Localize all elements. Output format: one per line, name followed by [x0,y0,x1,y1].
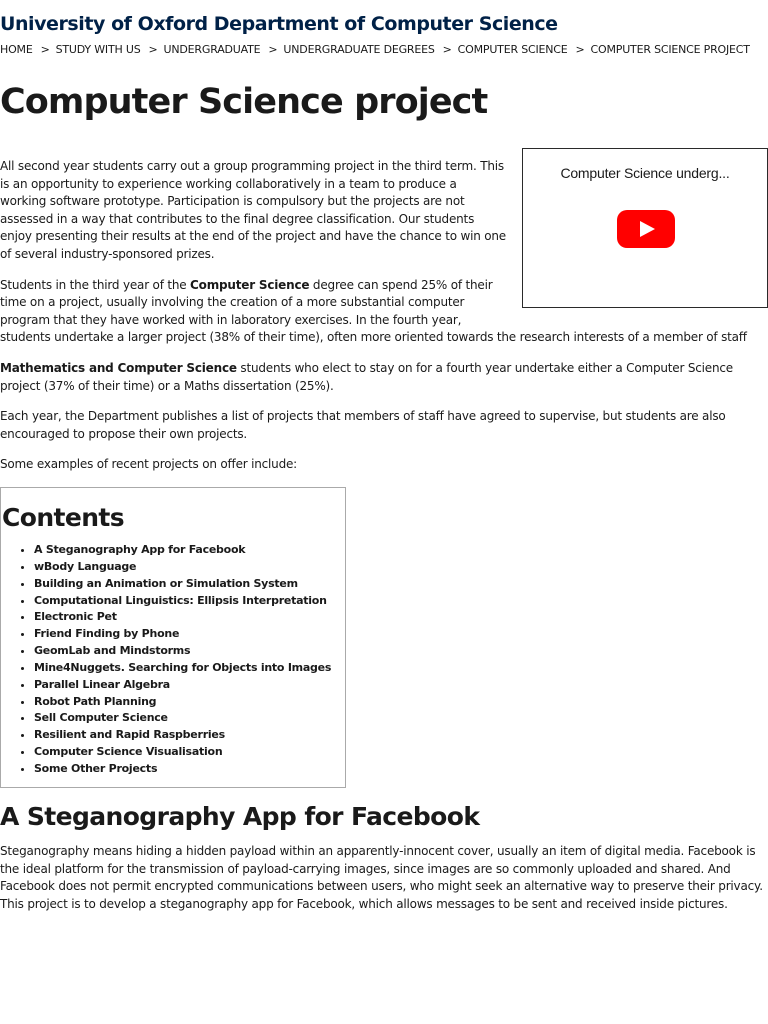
main-content [0,158,768,487]
toc-link[interactable]: Robot Path Planning [34,694,157,708]
toc-item [34,643,331,660]
intro-p3-bold: Mathematics and Computer Science [0,360,237,375]
breadcrumb-item [458,43,591,56]
intro-p2-prefix: Students in the third year of the [0,277,191,292]
intro-paragraph-4: Each year, the Department publishes a list of projects that members of staff have agreed to supervise, but students are also encouraged to propose their own projects. [0,409,726,441]
page-title: Computer Science project [0,82,488,122]
toc-link[interactable]: A Steganography App for Facebook [34,543,246,556]
play-button-graphic [617,210,675,248]
breadcrumb [0,43,750,56]
toc-link[interactable]: Friend Finding by Phone [34,627,180,641]
intro-p3-suffix: students who elect to stay on for a fourth year undertake either a Computer Science project (37% of their time) or a Maths dissertation (25%). [0,360,733,393]
table-of-contents [0,487,346,788]
toc-item [34,593,331,610]
toc-link[interactable]: Building an Animation or Simulation System [34,576,298,590]
intro-paragraph-1: All second year students carry out a group programming project in the third term. This is an opportunity to experience working collaboratively in a team to produce a working software prototype. Participation is compulsory but the projects are not assessed in a way that contributes to the final degree classification. Our students enjoy presenting their results at the end of the project and have the chance to win one of several industry-sponsored prizes. [0,159,506,261]
toc-link[interactable]: Electronic Pet [34,610,117,624]
toc-item [34,694,331,711]
video-title[interactable]: Computer Science underg... [560,165,730,181]
breadcrumb-item [56,43,164,56]
toc-item [34,744,331,761]
toc-item [34,660,331,677]
section-body: Steganography means hiding a hidden payload within an apparently-innocent cover, usually an item of digital media. Facebook is the ideal platform for the transmission of payload-carrying images, since images are so commonly uploaded and shared. And Facebook does not permit encrypted communications between users, who might seek an alternative way to preserve their privacy. This project is to develop a steganography app for Facebook, which allows messages to be sent and received inside pictures. [0,844,763,911]
toc-link[interactable]: Computational Linguistics: Ellipsis Interpretation [34,593,327,607]
toc-item [34,609,331,626]
breadcrumb-item [164,43,284,56]
toc-link[interactable]: Resilient and Rapid Raspberries [34,728,225,742]
breadcrumb-link-computer-science[interactable]: COMPUTER SCIENCE [457,43,568,56]
toc-link[interactable]: Parallel Linear Algebra [34,677,170,691]
breadcrumb-separator: > [40,43,50,56]
toc-item [34,576,331,593]
site-title-link[interactable]: University of Oxford Department of Computer Science [0,13,558,35]
youtube-play-icon[interactable] [617,210,675,248]
toc-link[interactable]: GeomLab and Mindstorms [34,644,191,658]
toc-item [34,542,331,559]
toc-link[interactable]: Sell Computer Science [34,711,168,725]
intro-paragraph-3 [0,360,768,395]
toc-list [1,542,331,778]
intro-p2-suffix: degree can spend 25% of their time on a project, usually involving the creation of a more substantial computer program that they have worked with in laboratory exercises. In the fourth year, students undertake a larger project (38% of their time), often more oriented towards the research interests of a member of staff [0,277,747,345]
toc-item [34,710,331,727]
breadcrumb-separator: > [575,43,585,56]
toc-item [34,727,331,744]
toc-item [34,677,331,694]
breadcrumb-separator: > [268,43,278,56]
breadcrumb-link-undergraduate[interactable]: UNDERGRADUATE [163,43,261,56]
toc-link[interactable]: Some Other Projects [34,761,158,775]
breadcrumb-item [0,43,56,56]
toc-title: Contents [2,503,125,532]
toc-item [34,559,331,576]
embedded-video[interactable] [522,148,768,308]
toc-link[interactable]: Mine4Nuggets. Searching for Objects into Images [34,660,332,674]
breadcrumb-separator: > [148,43,158,56]
breadcrumb-link-home[interactable]: HOME [0,43,33,56]
section-title: A Steganography App for Facebook [0,802,480,831]
breadcrumb-item [591,43,750,56]
intro-p2-bold: Computer Science [190,277,310,292]
breadcrumb-separator: > [442,43,452,56]
toc-link[interactable]: Computer Science Visualisation [34,745,223,759]
toc-item [34,761,331,778]
breadcrumb-item [283,43,457,56]
toc-link[interactable]: wBody Language [34,559,137,573]
breadcrumb-link-study-with-us[interactable]: STUDY WITH US [55,43,141,56]
breadcrumb-link-undergraduate-degrees[interactable]: UNDERGRADUATE DEGREES [283,43,435,56]
breadcrumb-link-computer-science-project[interactable]: COMPUTER SCIENCE PROJECT [590,43,750,56]
intro-paragraph-5: Some examples of recent projects on offer include: [0,457,298,472]
toc-item [34,626,331,643]
